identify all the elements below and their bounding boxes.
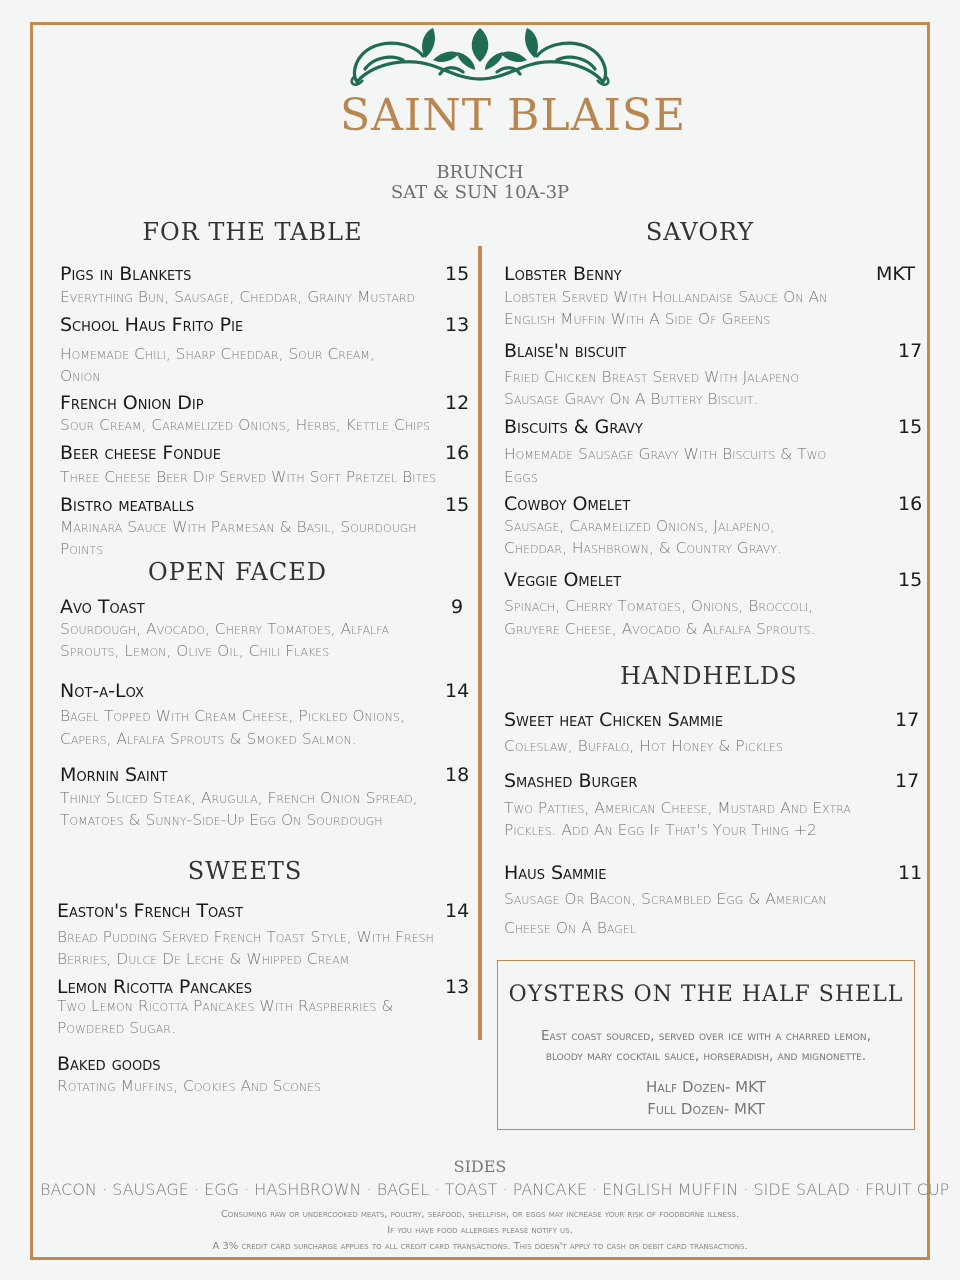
oysters-desc: bloody mary cocktail sauce, horseradish, and mignonette. — [545, 1048, 867, 1064]
item-name-eastons-french-toast: Easton's French Toast — [57, 900, 244, 922]
item-name-haus-sammie: Haus Sammie — [504, 862, 607, 884]
item-desc: Homemade Chili, Sharp Cheddar, Sour Cream, — [60, 345, 375, 363]
item-desc: Sausage Or Bacon, Scrambled Egg & American — [504, 890, 827, 908]
item-name-mornin-saint: Mornin Saint — [60, 764, 168, 786]
item-desc: Thinly Sliced Steak, Arugula, French Onion Spread, — [60, 789, 418, 807]
heading-open-faced: OPEN FACED — [148, 558, 327, 586]
item-name-not-a-lox: Not-a-Lox — [60, 680, 144, 702]
item-desc: Cheddar, Hashbrown, & Country Gravy. — [504, 539, 782, 557]
item-price-blaisen-biscuit: 17 — [898, 340, 923, 362]
item-desc: Rotating Muffins, Cookies And Scones — [57, 1077, 322, 1095]
item-desc: Onion — [60, 367, 101, 385]
item-price-veggie-omelet: 15 — [898, 569, 923, 591]
item-price-sweet-heat-chicken-sammie: 17 — [895, 709, 920, 731]
item-desc: Everything Bun, Sausage, Cheddar, Grainy Mustard — [60, 288, 415, 306]
item-name-beer-cheese-fondue: Beer cheese Fondue — [60, 442, 221, 464]
item-desc: English Muffin With A Side Of Greens — [504, 310, 771, 328]
item-desc: Tomatoes & Sunny-Side-Up Egg On Sourdough — [60, 811, 383, 829]
oysters-desc: East coast sourced, served over ice with a charred lemon, — [541, 1028, 871, 1044]
item-price-pigs-in-blankets: 15 — [445, 263, 470, 285]
item-price-biscuits-gravy: 15 — [898, 416, 923, 438]
item-name-pigs-in-blankets: Pigs in Blankets — [60, 263, 192, 285]
footer-note: A 3% credit card surcharge applies to all credit card transactions. This doesn't apply to cash or debit card transactions. — [212, 1241, 748, 1252]
item-desc: Bagel Topped With Cream Cheese, Pickled Onions, — [60, 707, 405, 725]
item-desc: Homemade Sausage Gravy With Biscuits & Two — [504, 445, 827, 463]
heading-oysters: OYSTERS ON THE HALF SHELL — [508, 982, 904, 1007]
item-price-lemon-ricotta-pancakes: 13 — [445, 976, 470, 998]
item-desc: Two Patties, American Cheese, Mustard And Extra — [504, 799, 851, 817]
heading-for-the-table: FOR THE TABLE — [142, 218, 363, 246]
item-name-cowboy-omelet: Cowboy Omelet — [504, 493, 631, 515]
item-desc: Bread Pudding Served French Toast Style, With Fresh — [57, 928, 434, 946]
item-desc: Pickles. Add An Egg If That's Your Thing +2 — [504, 821, 817, 839]
item-name-blaisen-biscuit: Blaise'n biscuit — [504, 340, 627, 362]
item-desc: Marinara Sauce With Parmesan & Basil, Sourdough — [60, 518, 417, 536]
footer-note: If you have food allergies please notify us. — [387, 1225, 573, 1236]
oysters-full-dozen: Full Dozen- MKT — [647, 1100, 765, 1118]
item-name-bistro-meatballs: Bistro meatballs — [60, 494, 195, 516]
sides-list: BACON · SAUSAGE · EGG · HASHBROWN · BAGEL · TOAST · PANCAKE · ENGLISH MUFFIN · SIDE SALAD · FRUIT CUP — [40, 1180, 950, 1199]
item-name-avo-toast: Avo Toast — [60, 596, 145, 618]
item-name-french-onion-dip: French Onion Dip — [60, 392, 204, 414]
item-price-cowboy-omelet: 16 — [898, 493, 923, 515]
item-price-mornin-saint: 18 — [445, 764, 470, 786]
column-divider — [478, 246, 482, 1040]
item-price-eastons-french-toast: 14 — [445, 900, 470, 922]
item-price-avo-toast: 9 — [451, 596, 464, 618]
item-desc: Coleslaw, Buffalo, Hot Honey & Pickles — [504, 737, 783, 755]
item-desc: Capers, Alfalfa Sprouts & Smoked Salmon. — [60, 730, 357, 748]
item-desc: Spinach, Cherry Tomatoes, Onions, Broccoli, — [504, 597, 813, 615]
item-desc: Eggs — [504, 468, 538, 486]
footer-note: Consuming raw or undercooked meats, poultry, seafood, shellfish, or eggs may increase your risk of foodborne illness. — [220, 1209, 740, 1220]
brand-name: SAINT BLAISE — [340, 90, 687, 141]
item-desc: Two Lemon Ricotta Pancakes With Raspberries & — [57, 997, 394, 1015]
item-desc: Points — [60, 540, 104, 558]
item-desc: Sprouts, Lemon, Olive Oil, Chili Flakes — [60, 642, 330, 660]
item-price-beer-cheese-fondue: 16 — [445, 442, 470, 464]
item-price-french-onion-dip: 12 — [445, 392, 470, 414]
item-name-biscuits-gravy: Biscuits & Gravy — [504, 416, 643, 438]
item-price-smashed-burger: 17 — [895, 770, 920, 792]
heading-handhelds: HANDHELDS — [620, 662, 798, 690]
item-name-frito-pie: School Haus Frito Pie — [60, 314, 244, 336]
item-desc: Sausage, Caramelized Onions, Jalapeno, — [504, 517, 775, 535]
heading-savory: SAVORY — [645, 218, 755, 246]
item-desc: Berries, Dulce De Leche & Whipped Cream — [57, 950, 350, 968]
item-name-lobster-benny: Lobster Benny — [504, 263, 622, 285]
item-price-haus-sammie: 11 — [898, 862, 923, 884]
item-name-sweet-heat-chicken-sammie: Sweet heat Chicken Sammie — [504, 709, 724, 731]
service-hours: SAT & SUN 10A-3P — [390, 182, 570, 203]
item-desc: Sourdough, Avocado, Cherry Tomatoes, Alfalfa — [60, 620, 390, 638]
item-name-lemon-ricotta-pancakes: Lemon Ricotta Pancakes — [57, 976, 252, 998]
heading-sweets: SWEETS — [187, 857, 303, 885]
service-title: BRUNCH — [436, 162, 524, 183]
item-price-not-a-lox: 14 — [445, 680, 470, 702]
item-name-baked-goods: Baked goods — [57, 1053, 161, 1075]
item-price-lobster-benny: MKT — [876, 263, 915, 285]
leaf-ornament-icon — [345, 24, 615, 92]
item-desc: Sour Cream, Caramelized Onions, Herbs, Kettle Chips — [60, 416, 430, 434]
oysters-half-dozen: Half Dozen- MKT — [646, 1078, 766, 1096]
sides-heading: SIDES — [453, 1157, 507, 1176]
item-desc: Lobster Served With Hollandaise Sauce On An — [504, 288, 828, 306]
item-desc: Cheese On A Bagel — [504, 919, 636, 937]
item-desc: Gruyere Cheese, Avocado & Alfalfa Sprouts. — [504, 620, 816, 638]
item-desc: Three Cheese Beer Dip Served With Soft Pretzel Bites — [60, 468, 437, 486]
item-desc: Powdered Sugar. — [57, 1019, 176, 1037]
item-desc: Fried Chicken Breast Served With Jalapeno — [504, 368, 800, 386]
item-name-veggie-omelet: Veggie Omelet — [504, 569, 622, 591]
item-desc: Sausage Gravy On A Buttery Biscuit. — [504, 390, 759, 408]
item-name-smashed-burger: Smashed Burger — [504, 770, 638, 792]
item-price-bistro-meatballs: 15 — [445, 494, 470, 516]
item-price-frito-pie: 13 — [445, 314, 470, 336]
